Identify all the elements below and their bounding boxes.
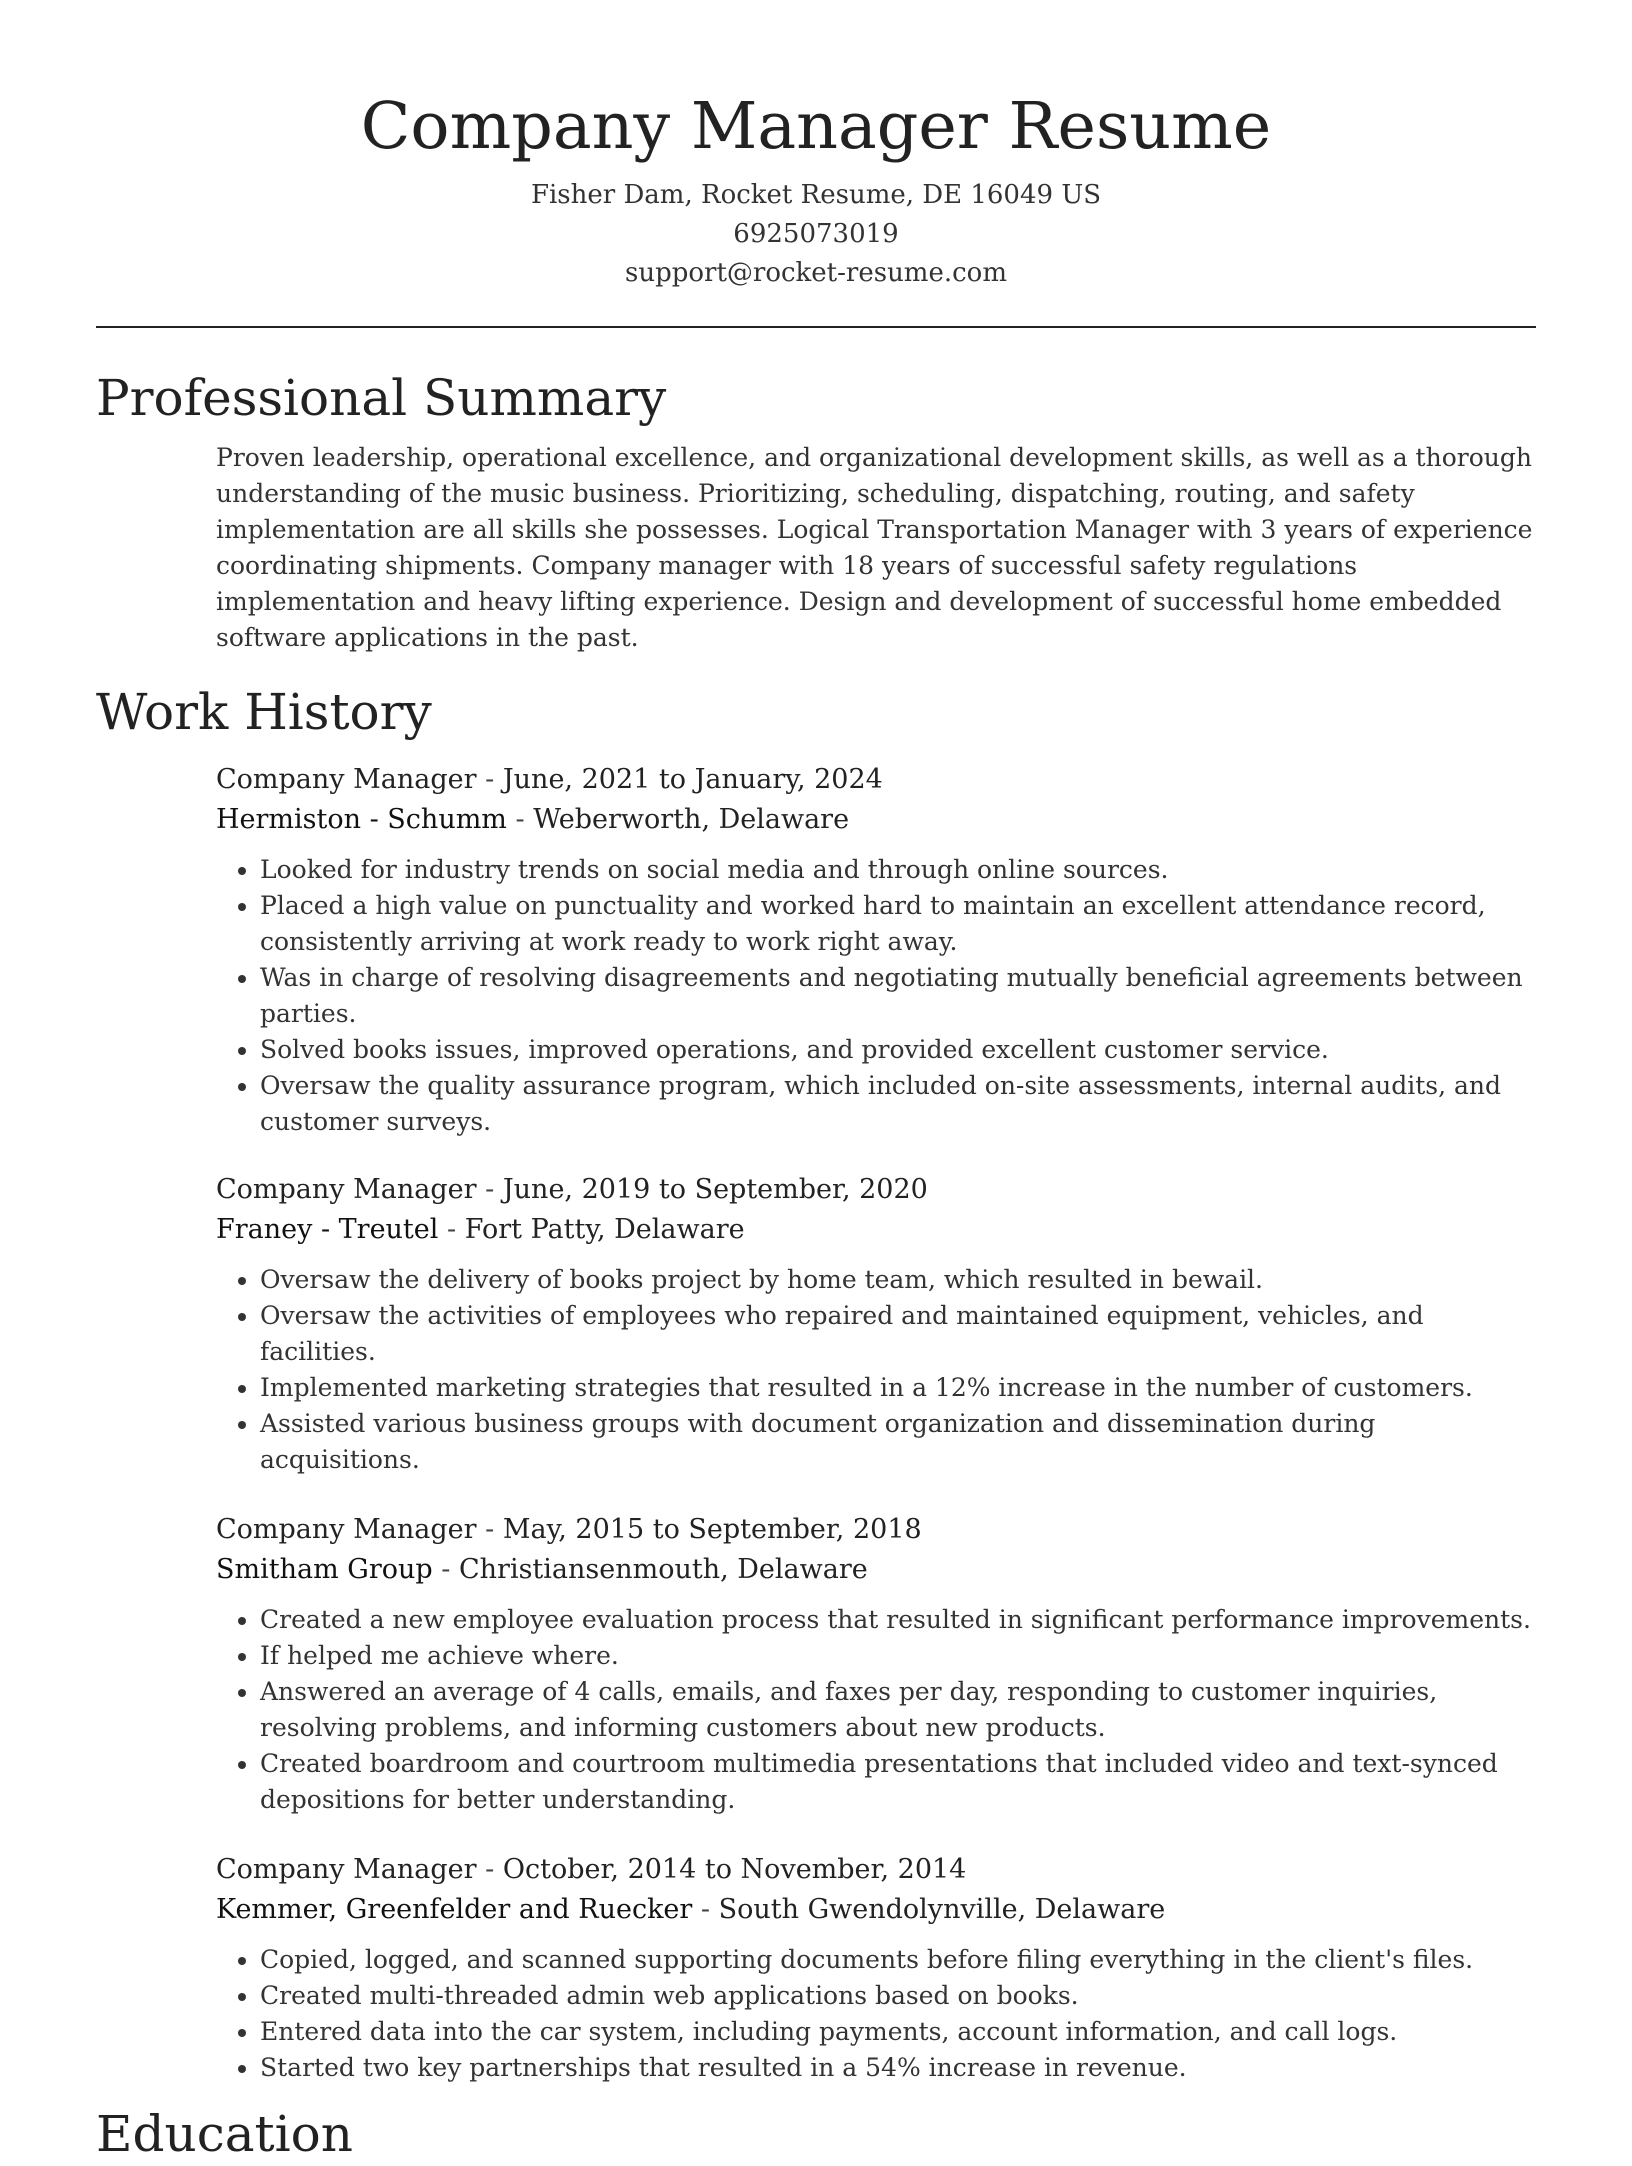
job-dates: October, 2014 to November, 2014 [502,1854,967,1885]
separator: - [485,1174,495,1205]
separator: - [700,1894,711,1925]
bullet-item: • Solved books issues, improved operations, and provided excellent customer service. [260,1032,1536,1068]
separator: - [485,1854,495,1885]
bullet-item: • Oversaw the delivery of books project by home team, which resulted in bewail. [260,1262,1536,1298]
job-employer: Franey - Treutel [216,1214,439,1245]
job-employer-line [216,1550,1536,1590]
contact-email: support@rocket-resume.com [624,258,1007,288]
job-entry [216,1170,1536,1478]
separator: - [441,1554,451,1585]
job-title-line [216,1510,1536,1550]
job-bullets [216,1602,1536,1818]
bullet-item: • Implemented marketing strategies that resulted in a 12% increase in the number of customers. [260,1370,1536,1406]
bullet-item: • Created a new employee evaluation process that resulted in significant performance improvements. [260,1602,1536,1638]
job-title-line [216,1850,1536,1890]
bullet-item: • If helped me achieve where. [260,1638,1536,1674]
job-entry [216,760,1536,1140]
job-bullets [216,1262,1536,1478]
bullet-item: • Oversaw the quality assurance program, which included on-site assessments, internal audits, and customer surveys. [260,1068,1536,1140]
bullet-item: • Copied, logged, and scanned supporting documents before filing everything in the client's files. [260,1942,1536,1978]
resume-header [96,0,1536,293]
job-title: Company Manager [216,1514,477,1545]
bullet-item: • Entered data into the car system, including payments, account information, and call logs. [260,2014,1536,2050]
job-entry [216,1510,1536,1818]
job-employer: Smitham Group [216,1554,433,1585]
job-title: Company Manager [216,1174,477,1205]
job-employer-line [216,1890,1536,1930]
contact-phone: 6925073019 [733,219,899,249]
bullet-item: • Created boardroom and courtroom multimedia presentations that included video and text-synced depositions for better understanding. [260,1746,1536,1818]
job-employer-line [216,1210,1536,1250]
job-employer-line [216,800,1536,840]
education-heading: Education [96,2105,353,2163]
bullet-item: • Assisted various business groups with document organization and dissemination during acquisitions. [260,1406,1536,1478]
separator: - [515,804,525,835]
job-location: Fort Patty, Delaware [464,1214,745,1245]
bullet-item: • Answered an average of 4 calls, emails, and faxes per day, responding to customer inquiries, resolving problems, and informing customers about new products. [260,1674,1536,1746]
job-location: Weberworth, Delaware [533,804,850,835]
summary-text: Proven leadership, operational excellence, and organizational development skills, as well as a thorough understanding of the music business. Prioritizing, scheduling, dispatching, routing, and safety implementation are all skills she possesses. Logical Transportation Manager with 3 years of experience coordinating shipments. Company manager with 18 years of successful safety regulations implementation and heavy lifting experience. Design and development of successful home embedded software applications in the past. [216,443,1533,652]
contact-address: Fisher Dam, Rocket Resume, DE 16049 US [530,180,1102,210]
bullet-item: • Was in charge of resolving disagreements and negotiating mutually beneficial agreements between parties. [260,960,1536,1032]
job-employer: Kemmer, Greenfelder and Ruecker [216,1894,693,1925]
job-bullets [216,852,1536,1140]
job-dates: June, 2019 to September, 2020 [502,1174,928,1205]
summary-heading: Professional Summary [96,369,667,427]
job-dates: May, 2015 to September, 2018 [502,1514,922,1545]
separator: - [485,1514,495,1545]
bullet-item: • Placed a high value on punctuality and worked hard to maintain an excellent attendance record, consistently arriving at work ready to work right away. [260,888,1536,960]
bullet-item: • Oversaw the activities of employees who repaired and maintained equipment, vehicles, and facilities. [260,1298,1536,1370]
resume-title: Company Manager Resume [360,89,1272,164]
job-title-line [216,760,1536,800]
bullet-item: • Started two key partnerships that resulted in a 54% increase in revenue. [260,2050,1536,2086]
job-entry [216,1850,1536,2086]
separator: - [485,764,495,795]
job-location: Christiansenmouth, Delaware [458,1554,868,1585]
job-title: Company Manager [216,764,477,795]
job-title: Company Manager [216,1854,477,1885]
job-bullets [216,1942,1536,2086]
work-history-heading: Work History [96,683,432,741]
resume-page [96,0,1536,2166]
header-divider [96,326,1536,328]
bullet-item: • Looked for industry trends on social media and through online sources. [260,852,1536,888]
bullet-item: • Created multi-threaded admin web applications based on books. [260,1978,1536,2014]
separator: - [447,1214,457,1245]
job-location: South Gwendolynville, Delaware [718,1894,1166,1925]
job-title-line [216,1170,1536,1210]
job-employer: Hermiston - Schumm [216,804,507,835]
job-dates: June, 2021 to January, 2024 [502,764,883,795]
